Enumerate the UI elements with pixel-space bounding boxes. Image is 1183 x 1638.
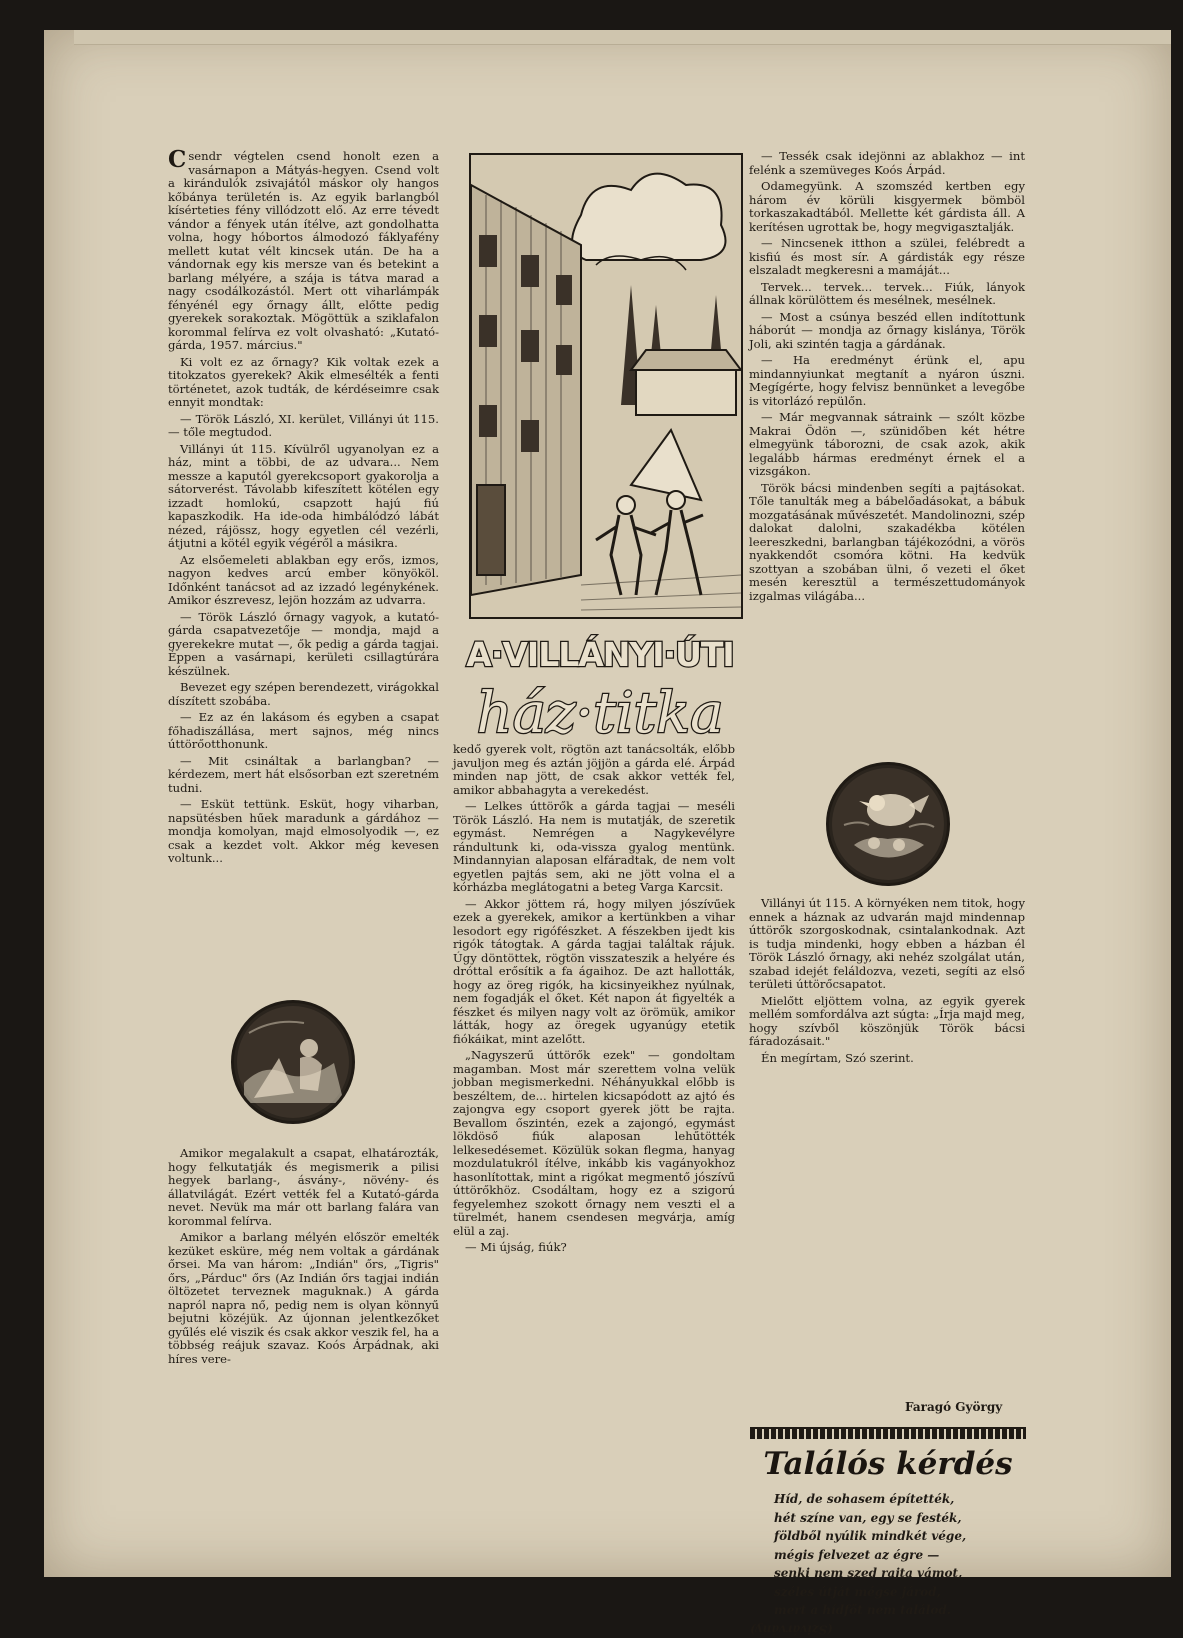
article-headline	[455, 614, 745, 744]
article-paragraph: Villányi út 115. Kívülről ugyanolyan ez a ház, mint a többi, de az udvara... Nem messze a kaputól gyerekcsoport gyakorolja a sátorverést. Távolabb kifeszített kötélen egy izzadt homlokú, csapzott hajú fiú kapaszkodik. Ha ide-oda himbálódzó lábát nézed, rájössz, hogy egyetlen cél vezérli, átjutni a kötél egyik végéről a másikra.	[168, 443, 439, 551]
riddle-line: széles útját mégse járod,	[774, 1583, 1034, 1602]
cave-scene-medallion-icon	[231, 1000, 355, 1124]
article-paragraph: — Ha eredményt érünk el, apu mindannyiunkat megtanít a nyáron úszni. Megígérte, hogy felvisz bennünket a levegőbe is vitorlázó repülőn.	[749, 354, 1025, 408]
article-column-3	[749, 150, 1025, 606]
riddle-line: mert a hídfőt nem találod.	[774, 1601, 1034, 1620]
article-paragraph: „Nagyszerű úttörők ezek" — gondoltam magamban. Most már szerettem volna velük jobban megismerkedni. Néhányukkal előbb is beszéltem, de... hirtelen kicsapódott az ajtó és zajongva egy csoport gyerek jött be rajta. Bevallom őszintén, ezek a zajongó, egymást lökdöső fiúk alaposan lehűtötték lelkesedésemet. Közülük sokan flegma, hanyag mozdulatukról ítélve, inkább kis vagányokhoz hasonlítottak, mint a rigókat megmentő jószívű úttörőkhöz. Csodáltam, hogy ez a szigorú fegyelemhez szokott őrnagy nem veszti el a türelmét, hanem csendesen megvárja, amíg elül a zaj.	[453, 1049, 735, 1238]
article-paragraph: Mielőtt eljöttem volna, az egyik gyerek mellém somfordálva azt súgta: „Írja majd meg, hogy szívből köszönjük Török bácsi fáradozásait."	[749, 995, 1025, 1049]
riddle-poem	[774, 1490, 1034, 1638]
drop-cap: C	[168, 150, 186, 170]
riddle-title: Találós kérdés	[750, 1446, 1026, 1482]
article-paragraph: — Tessék csak idejönni az ablakhoz — int felénk a szemüveges Koós Árpád.	[749, 150, 1025, 177]
article-paragraph: Én megírtam, Szó szerint.	[749, 1052, 1025, 1066]
article-paragraph: Török bácsi mindenben segíti a pajtásokat. Tőle tanulták meg a bábelőadásokat, a bábuk mozgatásának művészetét. Mandolinozni, szép dalokat dalolni, szakadékba kötélen leereszkedni, barlangban tájékozódni, a vörös nyakkendőt csomóra kötni. Ha kedvük szottyan a szobában ülni, ő vezeti el őket mesén keresztül a természettudományok izgalmas világába...	[749, 482, 1025, 604]
article-paragraph: — Török László őrnagy vagyok, a kutató-gárda csapatvezetője — mondja, majd a gyerekekre mutat —, ők pedig a gárda tagjai. Éppen a vasárnapi, kerületi csillagtúrára készülnek.	[168, 611, 439, 679]
riddle-line: senki nem szed rajta vámot,	[774, 1564, 1034, 1583]
article-column-1-bottom	[168, 1147, 439, 1369]
article-paragraph: Csendr végtelen csend honolt ezen a vasárnapon a Mátyás-hegyen. Csend volt a kirándulók zsivajától máskor oly hangos kőbánya területén is. Az egyik barlangból kísérteties fény villódzott elő. Az erre tévedt vándor a fények után ítélve, azt gondolhatta volna, hogy hóbortos álmodozó fáklyafény mellett kutat vélt kincsek után. De ha a vándornak egy kis mersze van és betekint a barlang mélyére, a szája is tátva marad a nagy csodálkozástól. Mert ott viharlámpák fényénél egy őrnagy állt, előtte pedig gyerekek sorakoztak. Mögöttük a sziklafalon korommal felírva ez volt olvasható: „Kutató-gárda, 1957. március."	[168, 150, 439, 353]
riddle-line: földből nyúlik mindkét vége,	[774, 1527, 1034, 1546]
author-signature: Faragó György	[905, 1400, 1002, 1414]
article-paragraph: — Lelkes úttörők a gárda tagjai — meséli Török László. Ha nem is mutatják, de szeretik egymást. Nemrégen a Nagykevélyre rándultunk ki, oda-vissza gyalog mentünk. Mindannyian alaposan elfáradtak, de nem volt egyetlen pajtás sem, aki ne jött volna el a kórházba meglátogatni a beteg Varga Karcsit.	[453, 800, 735, 895]
riddle-line: mégis felvezet az égre —	[774, 1546, 1034, 1565]
house-courtyard-illustration-icon	[469, 153, 743, 619]
article-column-1	[168, 150, 439, 869]
article-paragraph: — Mit csináltak a barlangban? — kérdezem, mert hát elsősorban ezt szeretném tudni.	[168, 755, 439, 796]
article-paragraph: — Ez az én lakásom és egyben a csapat főhadiszállása, mert sajnos, még nincs úttörőotthonunk.	[168, 711, 439, 752]
article-paragraph: Tervek... tervek... tervek... Fiúk, lányok állnak körülöttem és mesélnek, mesélnek.	[749, 281, 1025, 308]
article-paragraph: Bevezet egy szépen berendezett, virágokkal díszített szobába.	[168, 681, 439, 708]
article-paragraph: — Akkor jöttem rá, hogy milyen jószívűek ezek a gyerekek, amikor a kertünkben a vihar lesodort egy rigófészket. A fészekben ijedt kis rigók tátogtak. A gárda tagjai találtak rájuk. Úgy döntöttek, rögtön visszateszik a helyére és dróttal erősítik a fa ágaihoz. De azt hallották, hogy az öreg rigók, ha kicsinyeikhez nyúlnak, nem fogadják el őket. Két napon át figyelték a fészket és milyen nagy volt az örömük, amikor látták, hogy az öregek ugyanúgy etetik fiókáikat, mint azelőtt.	[453, 898, 735, 1047]
article-paragraph: kedő gyerek volt, rögtön azt tanácsolták, előbb javuljon meg és aztán jöjjön a gárda elé. Árpád minden nap jött, de csak akkor vették fel, amikor abbahagyta a verekedést.	[453, 743, 735, 797]
article-paragraph: Villányi út 115. A környéken nem titok, hogy ennek a háznak az udvarán majd mindennap úttörők szorgoskodnak, csintalankodnak. Azt is tudja mindenki, hogy ebben a házban él Török László őrnagy, aki nehéz szolgálat után, szabad idejét feláldozva, vezeti, segíti az első területi úttörőcsapatot.	[749, 897, 1025, 992]
bird-nest-medallion-icon	[826, 762, 950, 886]
article-paragraph: Az elsőemeleti ablakban egy erős, izmos, nagyon kedves arcú ember könyököl. Időnként tanácsot ad az izzadó legénykének. Amikor észrevesz, lejön hozzám az udvarra.	[168, 554, 439, 608]
section-divider	[750, 1427, 1026, 1439]
article-paragraph: — Esküt tettünk. Esküt, hogy viharban, napsütésben hűek maradunk a gárdához — mondja komolyan, majd elmosolyodik —, ez csak a kezdet volt. Akkor még kevesen voltunk...	[168, 798, 439, 866]
article-paragraph: Ki volt ez az őrnagy? Kik voltak ezek a titokzatos gyerekek? Akik elmesélték a fenti történetet, azok tudták, de kérdéseimre csak ennyit mondtak:	[168, 356, 439, 410]
article-paragraph: — Most a csúnya beszéd ellen indítottunk háborút — mondja az őrnagy kislánya, Török Joli, aki szintén tagja a gárdának.	[749, 311, 1025, 352]
headline-line-2: ház·titka	[477, 681, 724, 744]
article-paragraph: — Nincsenek itthon a szülei, felébredt a kisfiú és most sír. A gárdisták egy része elszaladt megkeresni a mamáját...	[749, 237, 1025, 278]
article-column-2	[453, 743, 735, 1258]
article-column-3-bottom	[749, 897, 1025, 1068]
article-paragraph: Amikor a barlang mélyén először emelték kezüket esküre, még nem voltak a gárdának őrsei. Ma van három: „Indián" őrs, „Tigris" őrs, „Párduc" őrs (Az Indián őrs tagjai indián öltözetet terveznek maguknak.) A gárda napról napra nő, pedig nem is olyan könnyű bejutni közéjük. Az újonnan jelentkezőket gyűlés elé viszik és csak akkor veszik fel, ha a többség reájuk szavaz. Koós Árpádnak, aki híres vere-	[168, 1231, 439, 1366]
headline-line-1: A·VILLÁNYI·ÚTI	[466, 634, 733, 674]
article-paragraph: — Mi újság, fiúk?	[453, 1241, 735, 1255]
article-paragraph: Amikor megalakult a csapat, elhatározták, hogy felkutatják és megismerik a pilisi hegyek barlang-, ásvány-, növény- és állatvilágát. Ezért vették fel a Kutató-gárda nevet. Nevük ma már ott barlang falára van korommal felírva.	[168, 1147, 439, 1228]
article-paragraph: Odamegyünk. A szomszéd kertben egy három év körüli kisgyermek bömböl torkaszakadtából. Mellette két gárdista áll. A kerítésen ugrottak be, hogy megvigasztalják.	[749, 180, 1025, 234]
article-paragraph: — Már megvannak sátraink — szólt közbe Makrai Ödön —, szünidőben két hétre elmegyünk táborozni, de csak azok, akik legalább hármas eredményt érnek el a vizsgákon.	[749, 411, 1025, 479]
riddle-line: hét színe van, egy se festék,	[774, 1509, 1034, 1528]
riddle-answer: (Szivárvány)	[750, 1620, 833, 1638]
article-paragraph: — Török László, XI. kerület, Villányi út 115. — tőle megtudod.	[168, 413, 439, 440]
riddle-line: Híd, de sohasem építették,	[774, 1490, 1034, 1509]
